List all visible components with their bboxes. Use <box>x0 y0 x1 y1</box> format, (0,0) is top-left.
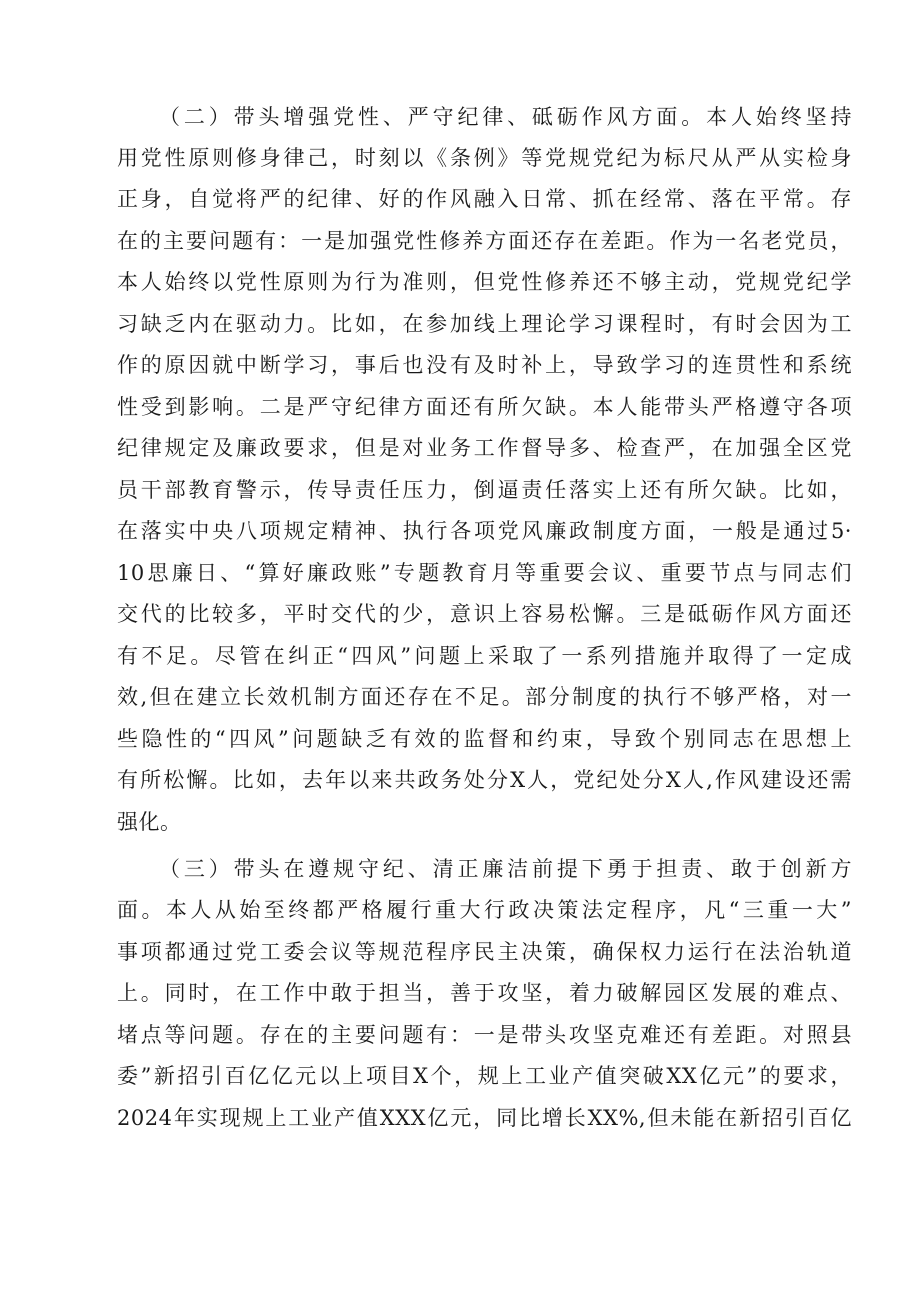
text-line: 本人始终以党性原则为行为准则，但党性修养还不够主动，党规党纪学 <box>117 270 852 294</box>
text-line: （三）带头在遵规守纪、清正廉洁前提下勇于担责、敢于创新方 <box>159 857 852 881</box>
text-line: 2024年实现规上工业产值XXX亿元，同比增长XX%,但未能在新招引百亿 <box>117 1106 852 1130</box>
text-line: 性受到影响。二是严守纪律方面还有所欠缺。本人能带头严格遵守各项 <box>117 395 852 419</box>
text-line: 有不足。尽管在纠正“四风”问题上采取了一系列措施并取得了一定成 <box>117 644 852 668</box>
text-line: 上。同时，在工作中敢于担当，善于攻坚，着力破解园区发展的难点、 <box>117 981 852 1005</box>
text-line: 正身，自觉将严的纪律、好的作风融入日常、抓在经常、落在平常。存 <box>117 187 852 211</box>
text-line: 交代的比较多，平时交代的少，意识上容易松懈。三是砥砺作风方面还 <box>117 602 852 626</box>
text-line: 堵点等问题。存在的主要问题有：一是带头攻坚克难还有差距。对照县 <box>117 1023 852 1047</box>
text-line: 面。本人从始至终都严格履行重大行政决策法定程序，凡“三重一大” <box>117 898 852 922</box>
text-line: 习缺乏内在驱动力。比如，在参加线上理论学习课程时，有时会因为工 <box>117 312 852 336</box>
text-line: 纪律规定及廉政要求，但是对业务工作督导多、检查严，在加强全区党 <box>117 436 852 460</box>
text-line: 事项都通过党工委会议等规范程序民主决策，确保权力运行在法治轨道 <box>117 940 852 964</box>
text-line: 员干部教育警示，传导责任压力，倒逼责任落实上还有所欠缺。比如， <box>117 478 852 502</box>
text-line: 用党性原则修身律己，时刻以《条例》等党规党纪为标尺从严从实检身 <box>117 146 852 170</box>
text-line: 强化。 <box>117 810 182 834</box>
text-line: 有所松懈。比如，去年以来共政务处分X人，党纪处分X人,作风建设还需 <box>117 768 852 792</box>
text-line: 作的原因就中断学习，事后也没有及时补上，导致学习的连贯性和系统 <box>117 353 852 377</box>
text-line: 效,但在建立长效机制方面还存在不足。部分制度的执行不够严格，对一 <box>117 685 852 709</box>
text-line: 在的主要问题有：一是加强党性修养方面还存在差距。作为一名老党员， <box>117 229 852 253</box>
text-line: （二）带头增强党性、严守纪律、砥砺作风方面。本人始终坚持 <box>159 105 852 129</box>
text-line: 委”新招引百亿亿元以上项目X个，规上工业产值突破XX亿元”的要求， <box>117 1064 852 1088</box>
text-line: 在落实中央八项规定精神、执行各项党风廉政制度方面，一般是通过5· <box>117 519 852 543</box>
text-line: 些隐性的“四风”问题缺乏有效的监督和约束，导致个别同志在思想上 <box>117 727 852 751</box>
text-line: 10思廉日、“算好廉政账”专题教育月等重要会议、重要节点与同志们 <box>117 561 852 585</box>
